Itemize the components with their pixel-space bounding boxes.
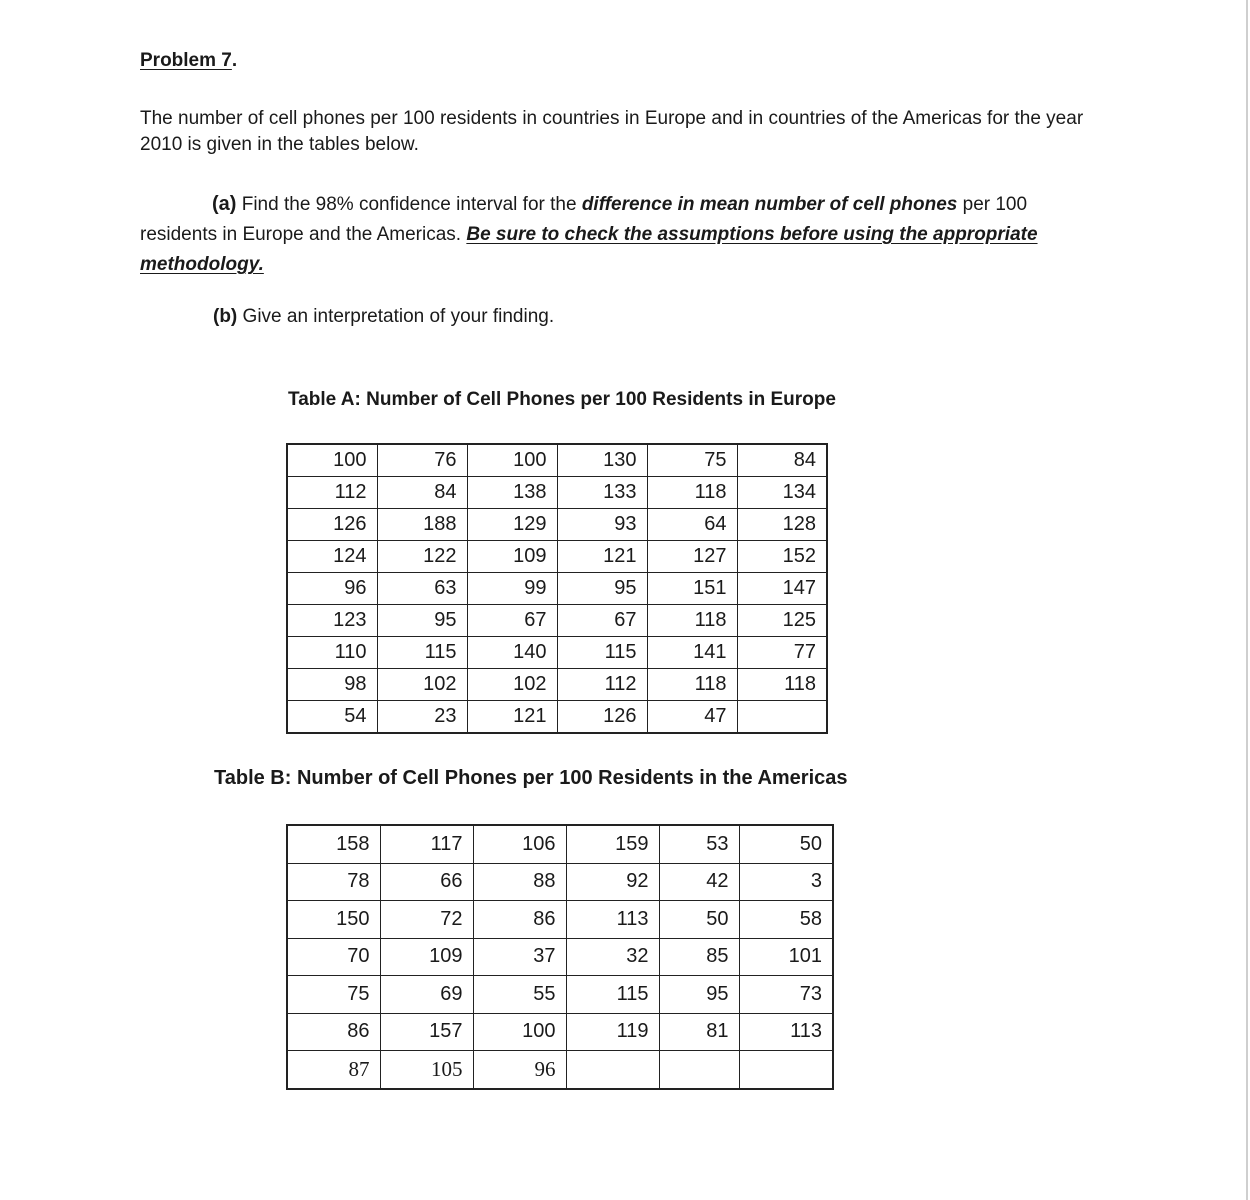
table-cell: 95 (377, 605, 467, 637)
table-row (287, 669, 827, 701)
table-cell: 77 (737, 637, 827, 669)
table-cell: 112 (287, 477, 377, 509)
table-cell: 188 (377, 509, 467, 541)
table-cell: 55 (473, 976, 566, 1014)
table-cell: 115 (377, 637, 467, 669)
table-cell: 67 (467, 605, 557, 637)
table-cell: 50 (659, 901, 739, 939)
table-cell: 3 (739, 863, 833, 901)
table-cell: 115 (566, 976, 659, 1014)
part-a-label: (a) (212, 193, 237, 215)
part-a-warning: Be sure to check the assumptions before using the appropriate methodology. (140, 224, 1038, 275)
problem-heading-label: Problem 7 (140, 50, 232, 71)
table-cell: 106 (473, 825, 566, 863)
table-cell: 95 (659, 976, 739, 1014)
table-cell: 66 (380, 863, 473, 901)
table-cell-empty (566, 1051, 659, 1089)
table-cell: 150 (287, 901, 380, 939)
table-cell: 64 (647, 509, 737, 541)
table-cell: 95 (557, 573, 647, 605)
table-b-americas (286, 824, 834, 1090)
table-row (287, 825, 833, 863)
table-cell: 138 (467, 477, 557, 509)
table-cell: 118 (647, 477, 737, 509)
table-cell: 100 (473, 1013, 566, 1051)
table-cell: 109 (380, 938, 473, 976)
table-cell: 102 (377, 669, 467, 701)
table-cell: 101 (739, 938, 833, 976)
table-b-caption: Table B: Number of Cell Phones per 100 Residents in the Americas (214, 767, 848, 789)
table-cell: 105 (380, 1051, 473, 1089)
table-cell: 121 (557, 541, 647, 573)
table-cell: 121 (467, 701, 557, 734)
table-cell: 152 (737, 541, 827, 573)
table-cell: 99 (467, 573, 557, 605)
table-cell: 88 (473, 863, 566, 901)
table-cell: 32 (566, 938, 659, 976)
part-a-paragraph (140, 189, 1100, 280)
part-b-paragraph (213, 306, 554, 328)
table-cell: 157 (380, 1013, 473, 1051)
table-row (287, 938, 833, 976)
table-cell: 84 (737, 444, 827, 477)
table-row (287, 509, 827, 541)
table-cell: 76 (377, 444, 467, 477)
table-cell: 159 (566, 825, 659, 863)
table-cell: 53 (659, 825, 739, 863)
table-row (287, 637, 827, 669)
table-row (287, 541, 827, 573)
table-cell: 37 (473, 938, 566, 976)
table-cell: 100 (287, 444, 377, 477)
table-cell: 42 (659, 863, 739, 901)
table-a-europe (286, 443, 828, 734)
table-cell: 84 (377, 477, 467, 509)
table-cell: 75 (647, 444, 737, 477)
table-cell: 113 (739, 1013, 833, 1051)
table-cell: 100 (467, 444, 557, 477)
table-cell: 141 (647, 637, 737, 669)
table-cell: 109 (467, 541, 557, 573)
table-cell: 133 (557, 477, 647, 509)
table-cell: 129 (467, 509, 557, 541)
table-cell: 140 (467, 637, 557, 669)
table-cell: 96 (473, 1051, 566, 1089)
table-cell: 85 (659, 938, 739, 976)
table-cell: 96 (287, 573, 377, 605)
table-cell: 118 (647, 605, 737, 637)
table-cell: 112 (557, 669, 647, 701)
problem-heading (140, 50, 237, 72)
table-row (287, 901, 833, 939)
table-cell: 125 (737, 605, 827, 637)
table-cell: 158 (287, 825, 380, 863)
table-cell-empty (739, 1051, 833, 1089)
table-a-caption: Table A: Number of Cell Phones per 100 Residents in Europe (288, 389, 836, 410)
table-cell: 122 (377, 541, 467, 573)
table-cell: 134 (737, 477, 827, 509)
table-cell: 58 (739, 901, 833, 939)
table-cell: 102 (467, 669, 557, 701)
table-cell: 54 (287, 701, 377, 734)
table-cell: 23 (377, 701, 467, 734)
table-cell: 72 (380, 901, 473, 939)
table-cell: 117 (380, 825, 473, 863)
table-cell: 87 (287, 1051, 380, 1089)
table-cell: 115 (557, 637, 647, 669)
part-a-text-1: Find the 98% confidence interval for the (236, 194, 582, 215)
table-cell: 75 (287, 976, 380, 1014)
part-a-text-2: per 100 residents in Europe and the Americas. (140, 194, 1028, 245)
table-cell: 98 (287, 669, 377, 701)
table-row (287, 701, 827, 734)
part-a-emphasis: difference in mean number of cell phones (581, 194, 958, 215)
table-cell: 47 (647, 701, 737, 734)
table-cell: 69 (380, 976, 473, 1014)
table-row (287, 976, 833, 1014)
table-cell-empty (737, 701, 827, 734)
table-cell: 151 (647, 573, 737, 605)
table-cell: 86 (287, 1013, 380, 1051)
table-cell: 126 (287, 509, 377, 541)
table-cell: 78 (287, 863, 380, 901)
table-cell: 63 (377, 573, 467, 605)
table-row (287, 1051, 833, 1089)
part-b-label: (b) (213, 306, 238, 327)
table-row (287, 444, 827, 477)
table-row (287, 863, 833, 901)
intro-paragraph: The number of cell phones per 100 residents in countries in Europe and in countries of the Americas for the year 2010 is given in the tables below. (140, 108, 1084, 155)
table-cell: 119 (566, 1013, 659, 1051)
table-row (287, 1013, 833, 1051)
table-cell: 92 (566, 863, 659, 901)
table-cell: 73 (739, 976, 833, 1014)
table-cell: 67 (557, 605, 647, 637)
table-cell: 130 (557, 444, 647, 477)
table-cell: 86 (473, 901, 566, 939)
problem-heading-punct: . (231, 50, 238, 71)
table-cell: 127 (647, 541, 737, 573)
table-cell: 128 (737, 509, 827, 541)
table-cell: 118 (737, 669, 827, 701)
page-edge-divider (1246, 0, 1248, 1200)
table-cell: 124 (287, 541, 377, 573)
table-cell: 113 (566, 901, 659, 939)
table-cell: 110 (287, 637, 377, 669)
table-row (287, 573, 827, 605)
table-row (287, 477, 827, 509)
table-cell: 123 (287, 605, 377, 637)
table-cell: 147 (737, 573, 827, 605)
part-b-text: Give an interpretation of your finding. (237, 306, 555, 327)
table-cell: 118 (647, 669, 737, 701)
table-cell: 93 (557, 509, 647, 541)
table-cell: 70 (287, 938, 380, 976)
table-cell: 50 (739, 825, 833, 863)
table-cell-empty (659, 1051, 739, 1089)
table-cell: 126 (557, 701, 647, 734)
table-row (287, 605, 827, 637)
table-cell: 81 (659, 1013, 739, 1051)
